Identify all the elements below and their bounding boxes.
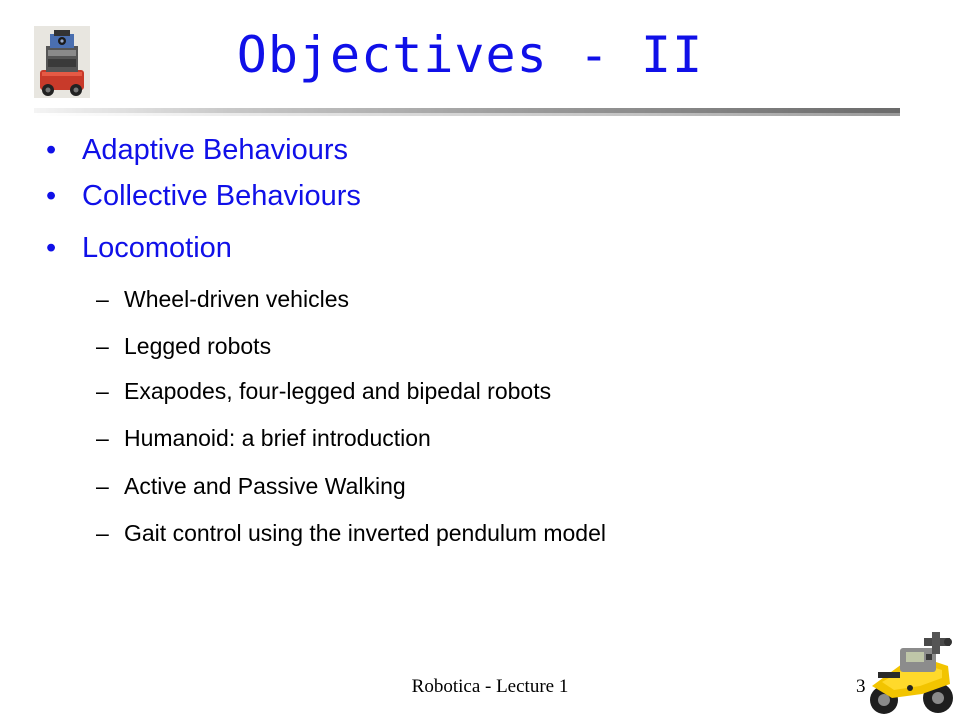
- sub-label: Gait control using the inverted pendulum model: [124, 520, 607, 546]
- bullet-item: [46, 232, 232, 265]
- bullet-marker: •: [46, 180, 57, 212]
- sub-item: [96, 473, 406, 500]
- bullet-label: Locomotion: [82, 232, 232, 264]
- bullet-item: [46, 180, 361, 213]
- sub-marker: –: [96, 378, 109, 404]
- sub-marker: –: [96, 286, 109, 312]
- sub-marker: –: [96, 520, 109, 546]
- lego-robot-icon: [862, 628, 960, 720]
- bullet-label: Adaptive Behaviours: [82, 134, 348, 166]
- page-number: 3: [856, 676, 866, 697]
- sub-item: [96, 425, 431, 452]
- sub-label: Wheel-driven vehicles: [124, 286, 349, 312]
- sub-item: [96, 333, 271, 360]
- footer-lecture-label: Robotica - Lecture 1: [411, 676, 569, 697]
- sub-label: Active and Passive Walking: [124, 473, 406, 499]
- slide-title: Objectives - II: [236, 26, 704, 84]
- bullet-marker: •: [46, 232, 57, 264]
- sub-item: [96, 520, 606, 547]
- sub-label: Humanoid: a brief introduction: [124, 425, 431, 451]
- sub-item: [96, 286, 349, 313]
- bullet-label: Collective Behaviours: [82, 180, 361, 212]
- sub-marker: –: [96, 333, 109, 359]
- bullet-item: [46, 134, 348, 167]
- sub-marker: –: [96, 473, 109, 499]
- sub-item: [96, 378, 551, 405]
- bullet-marker: •: [46, 134, 57, 166]
- sub-label: Exapodes, four-legged and bipedal robots: [124, 378, 552, 404]
- sub-label: Legged robots: [124, 333, 272, 359]
- sub-marker: –: [96, 425, 109, 451]
